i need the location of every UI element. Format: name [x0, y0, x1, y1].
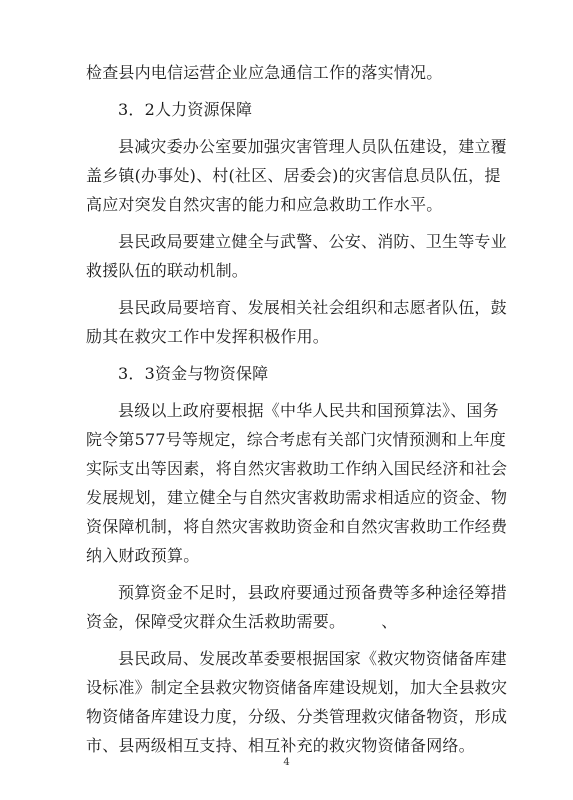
paragraph-gap: [86, 351, 494, 359]
text-line: 纳入财政预算。: [86, 546, 200, 565]
paragraph: [86, 644, 508, 760]
paragraph-gap: [86, 219, 494, 227]
text-line: 发展规划，建立健全与自然灾害救助需求相适应的资金、物: [86, 488, 508, 507]
text-line: 实际支出等因素，将自然灾害救助工作纳入国民经济和社会: [86, 459, 508, 478]
page-number: 4: [283, 757, 290, 768]
paragraph-gap: [86, 636, 494, 644]
text-line: 县减灾委办公室要加强灾害管理人员队伍建设，建立覆: [118, 137, 507, 156]
paragraph: [86, 396, 508, 570]
text-line: 资金，保障受灾群众生活救助需要。 、: [86, 607, 494, 636]
text-line: 物资储备库建设力度，分级、分类管理救灾储备物资，形成: [86, 707, 508, 726]
paragraph-gap: [86, 388, 494, 396]
section-heading: [86, 95, 494, 124]
document-body: [86, 58, 508, 760]
paragraph: [86, 132, 507, 219]
paragraph-gap: [86, 285, 494, 293]
text-line: 高应对突发自然灾害的能力和应急救助工作水平。: [86, 195, 443, 214]
text-line: 设标准》制定全县救灾物资储备库建设规划，加大全县救灾: [86, 678, 508, 697]
paragraph-gap: [86, 570, 494, 578]
paragraph-gap: [86, 124, 494, 132]
text-line: 县民政局要建立健全与武警、公安、消防、卫生等专业: [118, 232, 507, 251]
text-line: 院令第577号等规定，综合考虑有关部门灾情预测和上年度: [86, 430, 506, 449]
text-line: 3．3资金与物资保障: [118, 364, 269, 383]
paragraph: [86, 58, 494, 87]
paragraph: [86, 293, 507, 351]
paragraph: [86, 227, 507, 285]
text-line: 县民政局、发展改革委要根据国家《救灾物资储备库建: [118, 649, 507, 668]
paragraph-gap: [86, 87, 494, 95]
text-line: 县民政局要培育、发展相关社会组织和志愿者队伍，鼓: [118, 298, 507, 317]
text-line: 救援队伍的联动机制。: [86, 261, 249, 280]
text-line: 励其在救灾工作中发挥积极作用。: [86, 327, 330, 346]
text-line: 县级以上政府要根据《中华人民共和国预算法》、国务: [118, 401, 499, 420]
text-line: 盖乡镇(办事处)、村(社区、居委会)的灾害信息员队伍，提: [86, 166, 501, 185]
text-line: 市、县两级相互支持、相互补充的救灾物资储备网络。: [86, 736, 475, 755]
section-heading: [86, 359, 494, 388]
text-line: 资保障机制，将自然灾害救助资金和自然灾害救助工作经费: [86, 517, 508, 536]
stray-mark: 、: [381, 612, 398, 631]
text-line: 预算资金不足时，县政府要通过预备费等多种途径筹措: [118, 583, 507, 602]
text-line: 3．2人力资源保障: [118, 100, 253, 119]
text-line: 检查县内电信运营企业应急通信工作的落实情况。: [86, 63, 443, 82]
paragraph: [86, 578, 507, 636]
